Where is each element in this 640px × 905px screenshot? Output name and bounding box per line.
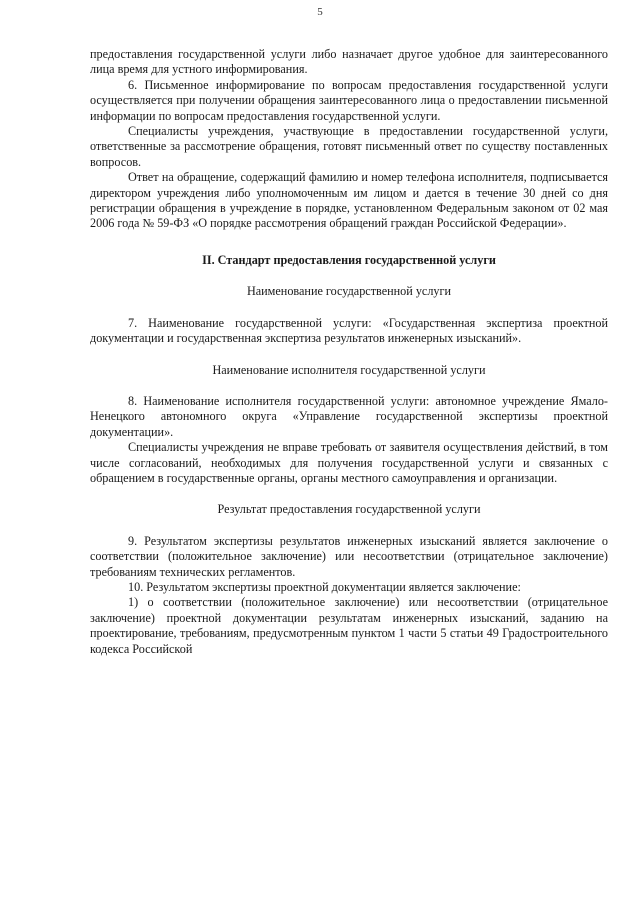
subheading-executor-name: Наименование исполнителя государственной услуги — [212, 362, 486, 377]
paragraph-item-6: 6. Письменное информирование по вопросам предоставления государственной услуги осуществляется при получении обращения заинтересованного лица о предоставлении письменной информации по вопросам предоставления государственной услуги. — [90, 77, 608, 123]
subheading-service-result: Результат предоставления государственной услуги — [217, 502, 481, 517]
subheading-service-name: Наименование государственной услуги — [246, 284, 452, 299]
paragraph-reply-signing: Ответ на обращение, содержащий фамилию и номер телефона исполнителя, подписывается директором учреждения либо уполномоченным им лицом и дается в течение 30 дней со дня регистрации обращения в учреждение в порядке, установленном Федеральным законом от 02 мая 2006 года № 59-ФЗ «О порядке рассмотрения обращений граждан Российской Федерации». — [90, 170, 608, 231]
paragraph-item-8: 8. Наименование исполнителя государственной услуги: автономное учреждение Ямало-Ненецкого автономного округа «Управление государственной экспертизы проектной документации». — [90, 393, 608, 439]
paragraph-item-7: 7. Наименование государственной услуги: «Государственная экспертиза проектной документации и государственная экспертиза результатов инженерных изысканий». — [90, 315, 608, 346]
paragraph-specialists-restriction: Специалисты учреждения не вправе требовать от заявителя осуществления действий, в том числе согласований, необходимых для получения государственной услуги и связанных с обращением в государственные органы, органы местного самоуправления и организации. — [90, 440, 608, 485]
paragraph-item-10-1: 1) о соответствии (положительное заключение) или несоответствии (отрицательное заключение) проектной документации результатам инженерных изысканий, заданию на проектирование, требованиям, предусмотренным пунктом 1 части 5 статьи 49 Градостроительного кодекса Российской — [90, 595, 608, 656]
document-page — [90, 0, 608, 657]
paragraph-item-10: 10. Результатом экспертизы проектной документации является заключение: — [128, 579, 521, 594]
section-title: II. Стандарт предоставления государственной услуги — [202, 252, 496, 267]
page-number: 5 — [317, 6, 323, 18]
paragraph-specialists-reply: Специалисты учреждения, участвующие в предоставлении государственной услуги, ответственные за рассмотрение обращения, готовят письменный ответ по существу поставленных вопросов. — [90, 124, 608, 169]
paragraph-item-9: 9. Результатом экспертизы результатов инженерных изысканий является заключение о соответствии (положительное заключение) или несоответствии (отрицательное заключение) требованиям технических регламентов. — [90, 533, 608, 579]
paragraph-continuation: предоставления государственной услуги либо назначает другое удобное для заинтересованного лица время для устного информирования. — [90, 47, 608, 77]
